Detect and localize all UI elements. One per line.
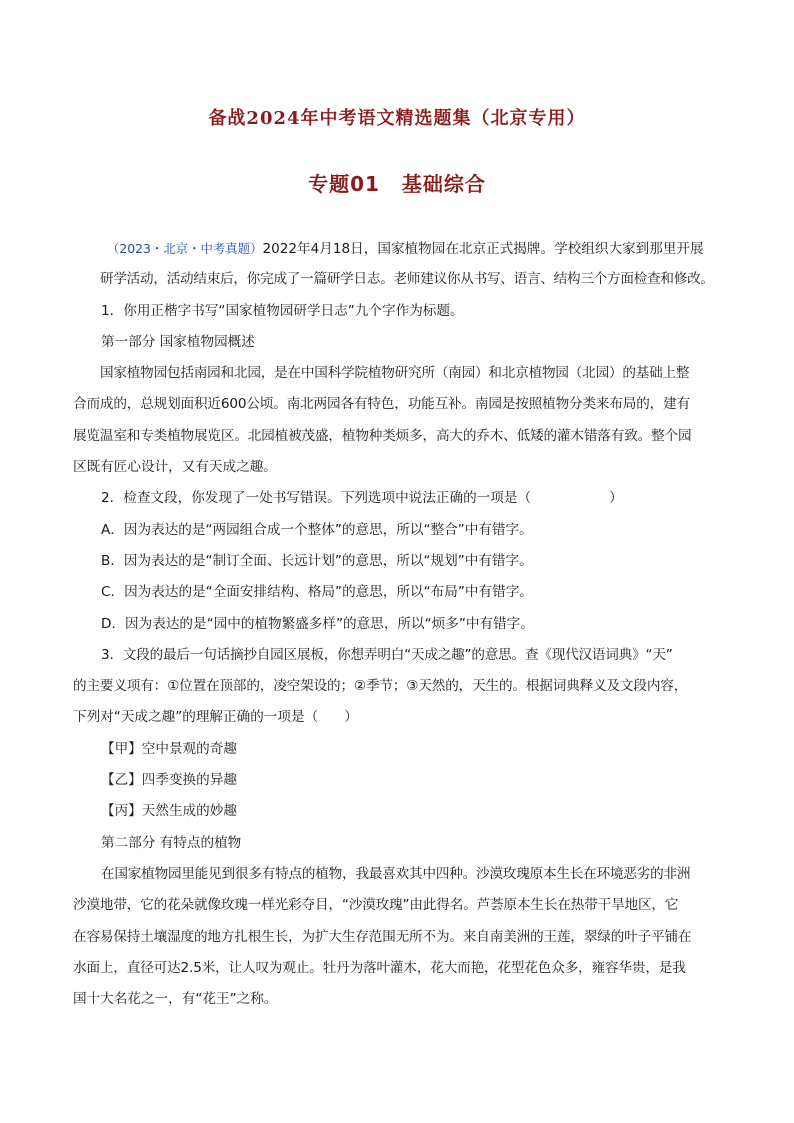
part1-line-4: 区既有匠心设计，又有天成之趣。 [73,459,277,476]
choice-yi: 【乙】四季变换的异趣 [101,772,237,789]
question-3-line-2: 的主要义项有：①位置在顶部的，凌空架设的；②季节；③天然的，天生的。根据词典释义及文段内容， [73,678,688,695]
document-body [73,233,714,1015]
question-2-text: 2．检查文段，你发现了一处书写错误。下列选项中说法正确的一项是（ [101,490,532,507]
option-c: C．因为表达的是“全面安排结构、格局”的意思，所以“布局”中有错字。 [101,584,533,601]
part1-line-1: 国家植物园包括南园和北园，是在中国科学院植物研究所（南园）和北京植物园（北园）的基础上整 [100,365,690,382]
question-1: 1．你用正楷字书写“国家植物园研学日志”九个字作为标题。 [101,302,464,319]
question-3-close: ） [344,709,358,726]
part2-line-3: 在容易保持土壤湿度的地方扎根生长，为扩大生存范围无所不为。来自南美洲的王莲，翠绿的叶子平铺在 [73,928,692,945]
option-a: A．因为表达的是“两园组合成一个整体”的意思，所以“整合”中有错字。 [101,521,533,538]
intro-line-2: 研学活动，活动结束后，你完成了一篇研学日志。老师建议你从书写、语言、结构三个方面检查和修改。 [100,271,714,288]
series-title: 备战2024年中考语文精选题集（北京专用） [208,108,586,129]
option-b: B．因为表达的是“制订全面、长远计划”的意思，所以“规划”中有错字。 [101,552,533,569]
part1-line-2: 合而成的，总规划面积近600公顷。南北两园各有特色，功能互补。南园是按照植物分类来布局的，建有 [73,396,691,413]
source-tag: （2023・北京・中考真题） [107,241,263,256]
option-d: D．因为表达的是“园中的植物繁盛多样”的意思，所以“烦多”中有错字。 [101,615,534,632]
part2-line-2: 沙漠地带，它的花朵就像玫瑰一样光彩夺目，“沙漠玫瑰”由此得名。芦荟原本生长在热带干旱地区，它 [73,897,679,914]
part2-line-4: 水面上，直径可达2.5米，让人叹为观止。牡丹为落叶灌木，花大而艳，花型花色众多，雍容华贵，是我 [73,959,686,976]
question-3-text: 下列对“天成之趣”的理解正确的一项是（ [73,709,319,726]
choice-jia: 【甲】空中景观的奇趣 [101,740,237,757]
question-3-line-1: 3．文段的最后一句话摘抄自园区展板，你想弄明白“天成之趣”的意思。查《现代汉语词典》“天” [101,646,673,663]
part2-line-5: 国十大名花之一，有“花王”之称。 [73,991,278,1008]
topic-name: 基础综合 [401,172,486,196]
question-2-close: ） [609,490,623,507]
intro-text-1: 2022年4月18日，国家植物园在北京正式揭牌。学校组织大家到那里开展 [262,241,704,257]
intro-line-1 [101,233,704,264]
choice-bing: 【丙】天然生成的妙趣 [101,803,237,820]
part1-heading: 第一部分 国家植物园概述 [101,333,255,350]
part1-line-3: 展览温室和专类植物展览区。北园植被茂盛，植物种类烦多，高大的乔木、低矮的灌木错落有致。整个园 [73,427,692,444]
topic-number: 专题01 [308,172,380,196]
part2-heading: 第二部分 有特点的植物 [101,834,242,851]
part2-line-1: 在国家植物园里能见到很多有特点的植物，我最喜欢其中四种。沙漠玫瑰原本生长在环境恶劣的非洲 [101,865,691,882]
question-2-stem [101,483,701,514]
topic-title [0,168,794,197]
question-3-line-3 [73,702,701,733]
